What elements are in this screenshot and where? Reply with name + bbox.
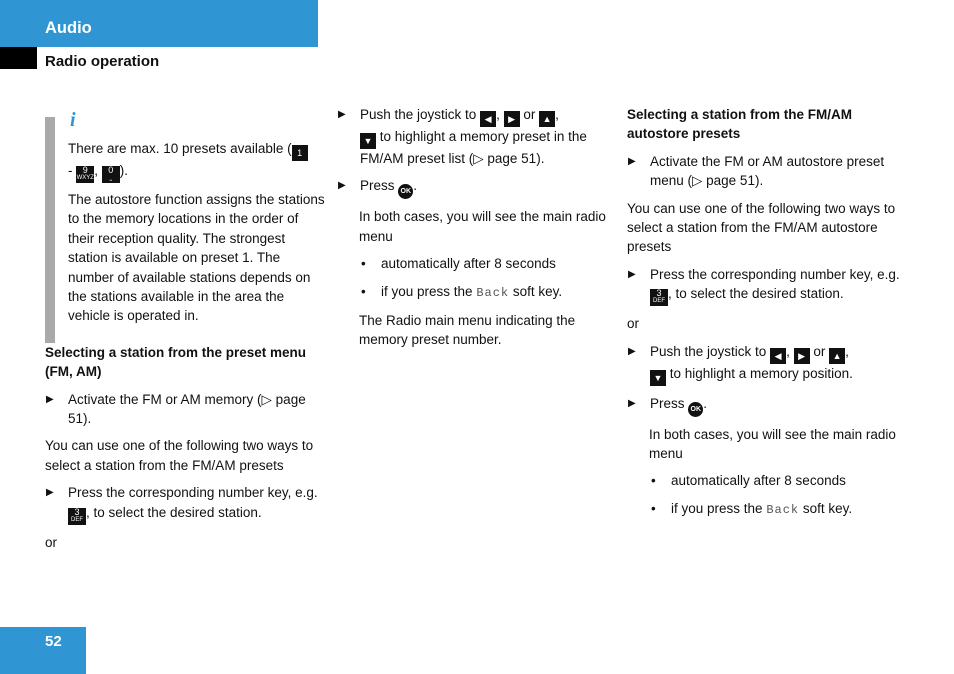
step-arrow-icon: ▶ <box>628 155 636 167</box>
up-arrow-key-icon: ▲ <box>539 111 555 127</box>
step-push-joystick <box>337 105 612 168</box>
step-text: Press <box>650 395 689 411</box>
step-text: . <box>703 395 708 411</box>
right-arrow-key-icon: ▶ <box>794 348 810 364</box>
key-digit: 0 <box>108 165 114 175</box>
step-text: Press the corresponding number key, e.g. <box>68 485 318 501</box>
bullet-text: soft key. <box>799 500 853 516</box>
or-text: or <box>627 316 640 332</box>
step-arrow-icon: ▶ <box>338 109 346 120</box>
step-text: to highlight a memory position. <box>666 365 853 381</box>
key-digit: 3 <box>74 506 80 517</box>
step-press-ok <box>627 394 912 417</box>
step-press-ok <box>337 176 612 199</box>
bullet-text: automatically after 8 seconds <box>381 256 556 272</box>
step-text: Press the corresponding number key, e.g. <box>650 266 900 282</box>
note-text: , <box>94 163 102 178</box>
key-letters: WXYZ <box>76 175 94 181</box>
or-text: or <box>45 534 58 550</box>
heading-preset-menu: Selecting a station from the preset menu (FM, AM) <box>45 344 307 380</box>
bullet-dot: • <box>361 256 366 272</box>
paragraph-both-cases: In both cases, you will see the main radio menu <box>649 426 896 462</box>
note-text: ). <box>119 163 129 178</box>
paragraph-both-cases: In both cases, you will see the main radio menu <box>359 209 606 244</box>
step-text: to highlight a memory preset in the FM/AM preset list (▷ page 51). <box>360 129 587 166</box>
bullet-dot: • <box>361 283 366 299</box>
key-digit: 9 <box>82 165 88 175</box>
step-text: , to select the desired station. <box>668 286 844 302</box>
step-text: , to select the desired station. <box>86 504 262 520</box>
key-9-icon <box>76 166 94 183</box>
step-text: , <box>786 343 794 359</box>
step-text: Push the joystick to <box>360 107 481 122</box>
info-note <box>45 109 325 326</box>
step-text: Push the joystick to <box>650 343 771 359</box>
key-3-icon <box>650 289 668 306</box>
left-arrow-key-icon: ◀ <box>770 348 786 364</box>
ok-button-icon: OK <box>688 402 703 417</box>
step-arrow-icon: ▶ <box>628 345 636 357</box>
step-text: . <box>413 178 418 194</box>
down-arrow-key-icon: ▼ <box>360 133 376 149</box>
paragraph-two-ways: You can use one of the following two ways to select a station from the FM/AM autostore presets <box>627 200 896 255</box>
paragraph-two-ways: You can use one of the following two ways to select a station from the FM/AM presets <box>45 438 314 473</box>
bullet-back-key <box>337 282 612 303</box>
step-text: or <box>519 107 540 122</box>
step-text: Activate the FM or AM autostore preset menu (▷ page 51). <box>650 153 885 189</box>
left-arrow-key-icon: ◀ <box>480 111 496 127</box>
bullet-text: if you press the <box>381 283 477 299</box>
column-right <box>627 105 912 528</box>
key-0-icon <box>102 166 120 183</box>
step-arrow-icon: ▶ <box>628 268 636 280</box>
bullet-dot: • <box>651 500 656 516</box>
bullet-back-key <box>627 499 912 520</box>
key-letters: DEF <box>653 298 665 305</box>
info-icon: i <box>70 109 76 131</box>
step-arrow-icon: ▶ <box>46 393 54 405</box>
subsection-marker <box>0 47 37 69</box>
step-text: , <box>496 107 504 122</box>
note-paragraph-presets <box>68 139 325 183</box>
subsection-title: Radio operation <box>45 53 160 70</box>
down-arrow-key-icon: ▼ <box>650 370 666 386</box>
paragraph-main-menu: The Radio main menu indicating the memory preset number. <box>359 313 576 348</box>
step-press-number-key <box>45 483 325 524</box>
up-arrow-key-icon: ▲ <box>829 348 845 364</box>
key-letters: DEF <box>71 516 83 523</box>
step-activate-autostore <box>627 152 912 191</box>
bullet-text: soft key. <box>509 283 563 299</box>
bullet-text: automatically after 8 seconds <box>671 473 846 489</box>
column-middle <box>337 105 612 358</box>
key-3-icon <box>68 508 86 525</box>
step-push-joystick <box>627 342 912 386</box>
step-text: Activate the FM or AM memory (▷ page 51). <box>68 391 306 427</box>
step-press-number-key <box>627 265 912 306</box>
right-arrow-key-icon: ▶ <box>504 111 520 127</box>
bullet-automatic <box>337 254 612 273</box>
note-paragraph-autostore: The autostore function assigns the stations to the memory locations in the order of their reception quality. The strongest station is available on preset 1. The number of available stations depends on the stations available in the area the vehicle is operated in. <box>68 192 325 324</box>
page-number: 52 <box>45 633 62 650</box>
bullet-automatic <box>627 471 912 490</box>
bullet-dot: • <box>651 473 656 489</box>
bullet-text: if you press the <box>671 500 767 516</box>
back-softkey-label: Back <box>476 285 510 300</box>
step-text: , <box>845 343 849 359</box>
step-activate-memory <box>45 390 325 429</box>
step-arrow-icon: ▶ <box>338 180 346 192</box>
page-number-box <box>0 627 86 674</box>
section-title: Audio <box>45 19 92 37</box>
step-text: or <box>809 343 830 359</box>
note-text: - <box>68 163 77 178</box>
step-text: Press <box>360 178 399 194</box>
step-arrow-icon: ▶ <box>46 487 54 499</box>
step-text: , <box>555 107 559 122</box>
back-softkey-label: Back <box>766 502 800 517</box>
key-digit: 3 <box>656 288 662 299</box>
heading-autostore-presets: Selecting a station from the FM/AM autostore presets <box>627 107 853 142</box>
note-bar <box>45 117 55 343</box>
column-left <box>45 105 325 560</box>
note-text: There are max. 10 presets available ( <box>68 141 292 156</box>
step-arrow-icon: ▶ <box>628 397 636 409</box>
key-letters: ⎵ <box>109 175 112 181</box>
key-1-icon: 1 <box>292 145 308 161</box>
ok-button-icon: OK <box>398 184 413 199</box>
